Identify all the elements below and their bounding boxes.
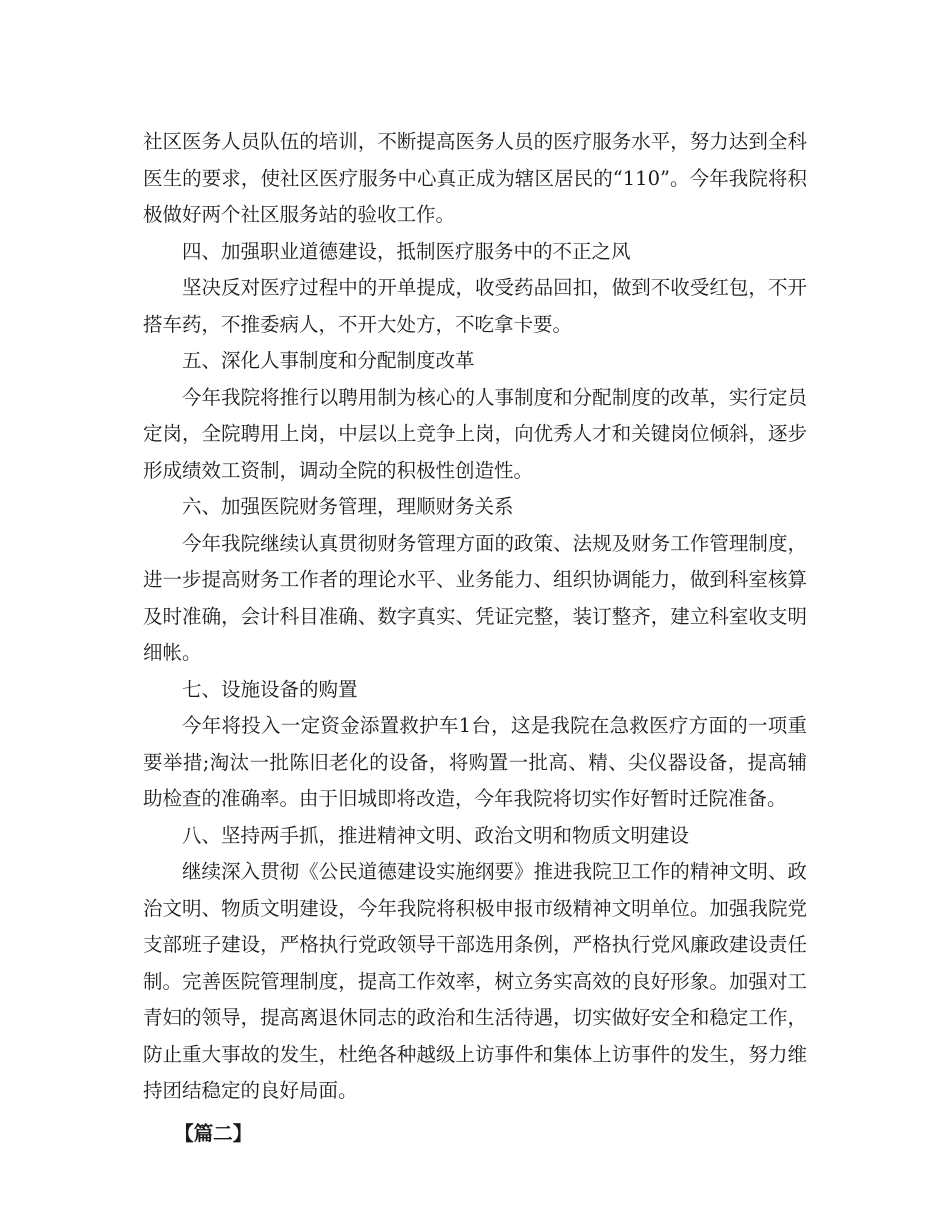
section-heading-6: 六、加强医院财务管理，理顺财务关系 [182, 495, 514, 518]
section-body-5: 今年我院将推行以聘用制为核心的人事制度和分配制度的改革，实行定员定岗，全院聘用上岗，中层以上竞争上岗，向优秀人才和关键岗位倾斜，逐步形成绩效工资制，调动全院的积极性创造性。 [143, 385, 807, 482]
section-body-6: 今年我院继续认真贯彻财务管理方面的政策、法规及财务工作管理制度，进一步提高财务工作者的理论水平、业务能力、组织协调能力，做到科室核算及时准确，会计科目准确、数字真实、凭证完整，装订整齐，建立科室收支明细帐。 [143, 531, 807, 664]
section-heading-8: 八、坚持两手抓，推进精神文明、政治文明和物质文明建设 [182, 823, 690, 847]
part-two-marker: 【篇二】 [174, 1121, 253, 1145]
document-body [143, 124, 807, 1152]
section-heading-5: 五、深化人事制度和分配制度改革 [182, 349, 475, 372]
section-heading-7: 七、设施设备的购置 [182, 677, 358, 701]
intro-paragraph: 社区医务人员队伍的培训，不断提高医务人员的医疗服务水平，努力达到全科医生的要求，使社区医疗服务中心真正成为辖区居民的“110”。今年我院将积极做好两个社区服务站的验收工作。 [143, 130, 807, 226]
section-body-7: 今年将投入一定资金添置救护车1台，这是我院在急救医疗方面的一项重要举措;淘汰一批陈旧老化的设备，将购置一批高、精、尖仪器设备，提高辅助检查的准确率。由于旧城即将改造，今年我院将切实作好暂时迁院准备。 [143, 714, 807, 810]
section-heading-4: 四、加强职业道德建设，抵制医疗服务中的不正之风 [182, 239, 631, 263]
section-body-4: 坚决反对医疗过程中的开单提成，收受药品回扣，做到不收受红包，不开搭车药，不推委病人，不开大处方，不吃拿卡要。 [143, 276, 807, 336]
section-body-8: 继续深入贯彻《公民道德建设实施纲要》推进我院卫工作的精神文明、政治文明、物质文明建设，今年我院将积极申报市级精神文明单位。加强我院党支部班子建设，严格执行党政领导干部选用条例，严格执行党风廉政建设责任制。完善医院管理制度，提高工作效率，树立务实高效的良好形象。加强对工青妇的领导，提高离退休同志的政治和生活待遇，切实做好安全和稳定工作，防止重大事故的发生，杜绝各种越级上访事件和集体上访事件的发生，努力维持团结稳定的良好局面。 [143, 860, 807, 1102]
